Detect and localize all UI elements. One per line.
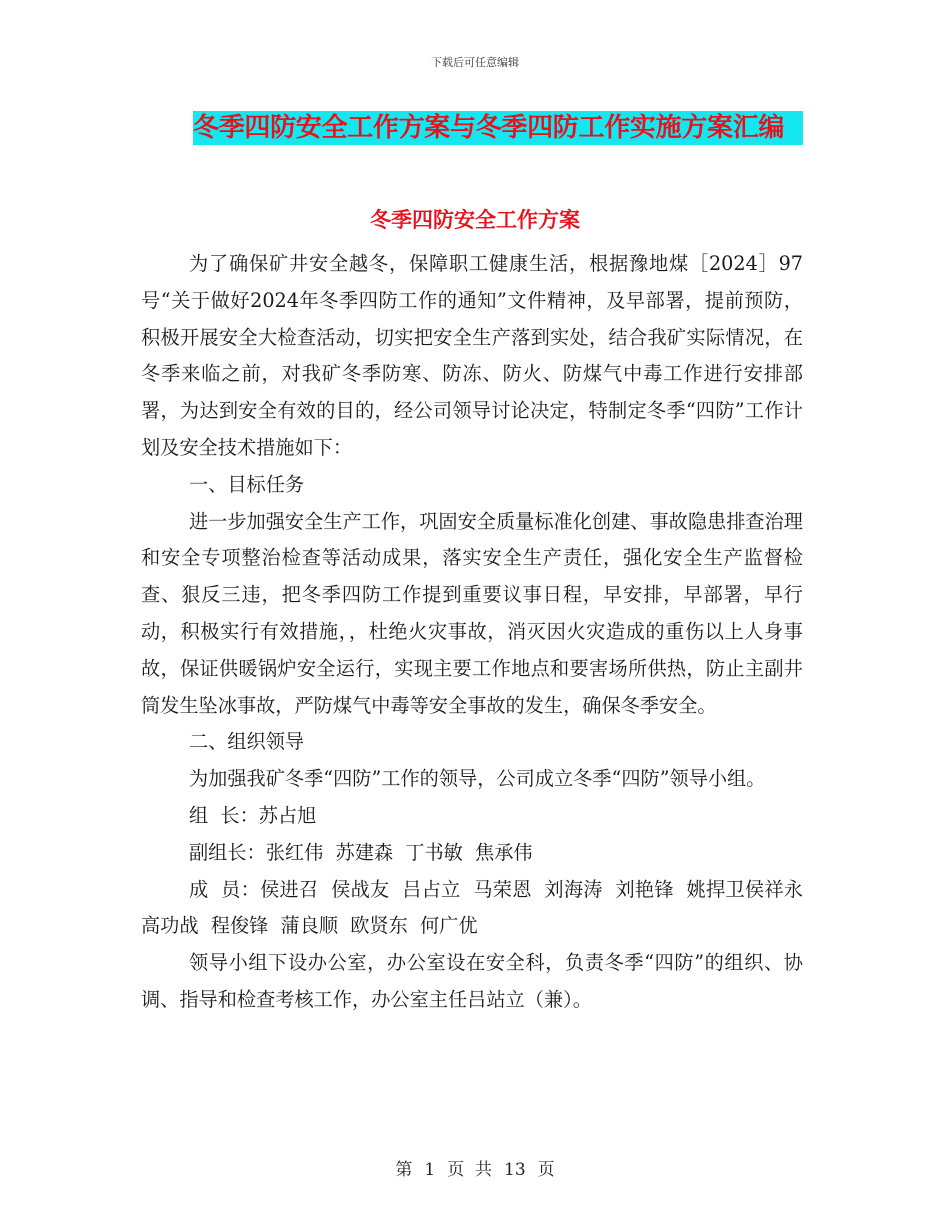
document-title: 冬季四防安全工作方案与冬季四防工作实施方案汇编 bbox=[193, 111, 803, 145]
footer-page-number: 1 bbox=[424, 1160, 436, 1180]
footer-prefix: 第 bbox=[395, 1160, 413, 1180]
document-body bbox=[141, 246, 816, 1019]
team-deputy-leaders: 副组长：张红伟 苏建森 丁书敏 焦承伟 bbox=[189, 840, 533, 864]
footer-total-pages: 13 bbox=[504, 1160, 526, 1180]
page-header-note: 下载后可任意编辑 bbox=[431, 56, 519, 69]
footer-middle: 页 共 bbox=[447, 1160, 492, 1180]
heading-objectives: 一、目标任务 bbox=[189, 472, 305, 496]
heading-organization: 二、组织领导 bbox=[189, 730, 305, 754]
paragraph-objectives: 进一步加强安全生产工作，巩固安全质量标准化创建、事故隐患排查治理和安全专项整治检查等活动成果，落实安全生产责任，强化安全生产监督检查、狠反三违，把冬季四防工作提到重要议事日程，早安排，早部署，早行动，积极实行有效措施，，杜绝火灾事故，消灭因火灾造成的重伤以上人身事故，保证供暖锅炉安全运行，实现主要工作地点和要害场所供热，防止主副井筒发生坠冰事故，严防煤气中毒等安全事故的发生，确保冬季安全。 bbox=[141, 509, 803, 717]
paragraph-office: 领导小组下设办公室，办公室设在安全科，负责冬季“四防”的组织、协调、指导和检查考核工作，办公室主任吕站立（兼）。 bbox=[141, 951, 803, 1011]
footer-suffix: 页 bbox=[537, 1160, 555, 1180]
paragraph-organization: 为加强我矿冬季“四防”工作的领导，公司成立冬季“四防”领导小组。 bbox=[189, 767, 766, 791]
page-footer bbox=[0, 1155, 950, 1180]
paragraph-intro: 为了确保矿井安全越冬，保障职工健康生活，根据豫地煤［2024］97号“关于做好2024年冬季四防工作的通知”文件精神，及早部署，提前预防，积极开展安全大检查活动，切实把安全生产落到实处，结合我矿实际情况，在冬季来临之前，对我矿冬季防寒、防冻、防火、防煤气中毒工作进行安排部署，为达到安全有效的目的，经公司领导讨论决定，特制定冬季“四防”工作计划及安全技术措施如下： bbox=[141, 252, 803, 459]
section-title: 冬季四防安全工作方案 bbox=[370, 208, 580, 232]
team-leader: 组 长：苏占旭 bbox=[189, 803, 317, 827]
team-members: 成 员：侯进召 侯战友 吕占立 马荣恩 刘海涛 刘艳锋 姚捍卫侯祥永 高功战 程俊锋 蒲良顺 欧贤东 何广优 bbox=[141, 877, 816, 938]
